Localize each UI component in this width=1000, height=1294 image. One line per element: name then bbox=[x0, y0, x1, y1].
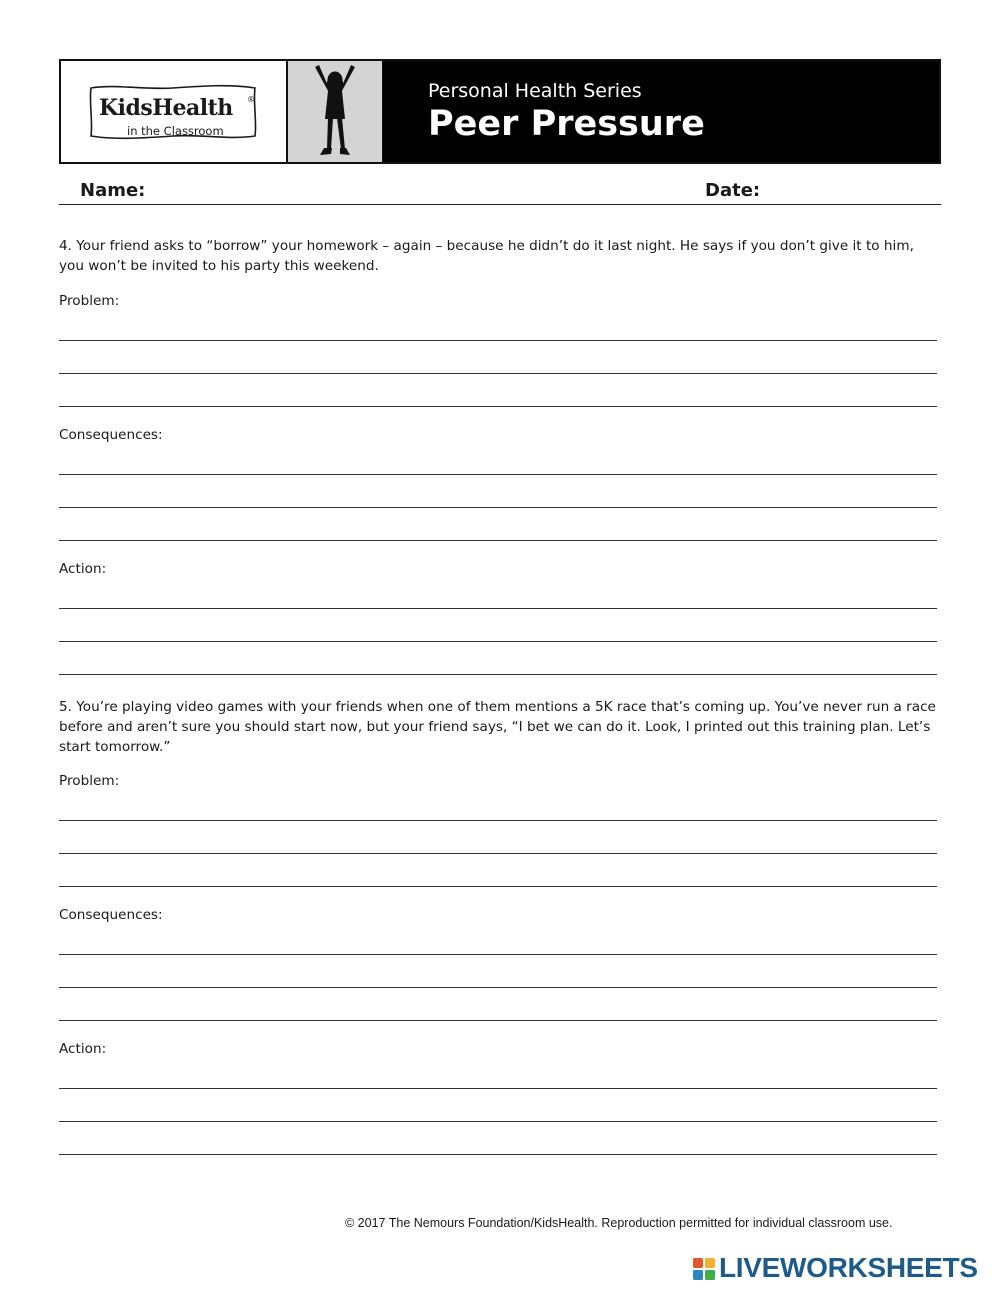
header-banner bbox=[59, 59, 941, 164]
silhouette-panel bbox=[288, 61, 383, 162]
name-date-rule[interactable] bbox=[59, 204, 941, 205]
q5-action-line-2[interactable] bbox=[59, 1121, 937, 1122]
registered-mark: ® bbox=[247, 95, 255, 104]
logo-panel bbox=[61, 61, 288, 162]
date-label: Date: bbox=[705, 180, 761, 201]
q5-consequences-line-2[interactable] bbox=[59, 987, 937, 988]
copyright-notice: © 2017 The Nemours Foundation/KidsHealth. Reproduction permitted for individual classroom use. bbox=[345, 1216, 893, 1230]
question-4-text: 4. Your friend asks to “borrow” your homework – again – because he didn’t do it last night. He says if you don’t give it to him, you won’t be invited to his party this weekend. bbox=[59, 238, 914, 274]
q4-consequences-line-3[interactable] bbox=[59, 540, 937, 541]
q4-action-line-3[interactable] bbox=[59, 674, 937, 675]
q4-problem-line-3[interactable] bbox=[59, 406, 937, 407]
question-5-text: 5. You’re playing video games with your friends when one of them mentions a 5K race that’s coming up. You’ve never run a race before and aren’t sure you should start now, but your friend says, “I bet we can do it. Look, I printed out this training plan. Let’s start tomorrow.” bbox=[59, 699, 936, 755]
series-title: Personal Health Series bbox=[428, 80, 642, 102]
q5-consequences-line-3[interactable] bbox=[59, 1020, 937, 1021]
q5-action-label: Action: bbox=[59, 1041, 107, 1057]
liveworksheets-blocks-icon bbox=[693, 1258, 715, 1280]
q4-action-line-2[interactable] bbox=[59, 641, 937, 642]
q4-problem-line-1[interactable] bbox=[59, 340, 937, 341]
q4-action-line-1[interactable] bbox=[59, 608, 937, 609]
q5-consequences-label: Consequences: bbox=[59, 907, 163, 923]
q5-problem-line-1[interactable] bbox=[59, 820, 937, 821]
q5-action-line-1[interactable] bbox=[59, 1088, 937, 1089]
q4-problem-label: Problem: bbox=[59, 293, 120, 309]
title-panel bbox=[383, 61, 939, 162]
q5-problem-label: Problem: bbox=[59, 773, 120, 789]
q4-consequences-line-1[interactable] bbox=[59, 474, 937, 475]
q4-consequences-label: Consequences: bbox=[59, 427, 163, 443]
logo-wordmark: KidsHealth bbox=[99, 95, 233, 121]
q5-problem-line-2[interactable] bbox=[59, 853, 937, 854]
liveworksheets-brand[interactable]: LIVEWORKSHEETS bbox=[719, 1252, 978, 1283]
q4-problem-line-2[interactable] bbox=[59, 373, 937, 374]
q5-consequences-line-1[interactable] bbox=[59, 954, 937, 955]
q4-consequences-line-2[interactable] bbox=[59, 507, 937, 508]
name-label: Name: bbox=[80, 180, 146, 201]
q5-action-line-3[interactable] bbox=[59, 1154, 937, 1155]
logo-subtitle: in the Classroom bbox=[127, 124, 224, 138]
page-title: Peer Pressure bbox=[428, 104, 705, 144]
q4-action-label: Action: bbox=[59, 561, 107, 577]
girl-silhouette-icon bbox=[305, 63, 365, 159]
q5-problem-line-3[interactable] bbox=[59, 886, 937, 887]
